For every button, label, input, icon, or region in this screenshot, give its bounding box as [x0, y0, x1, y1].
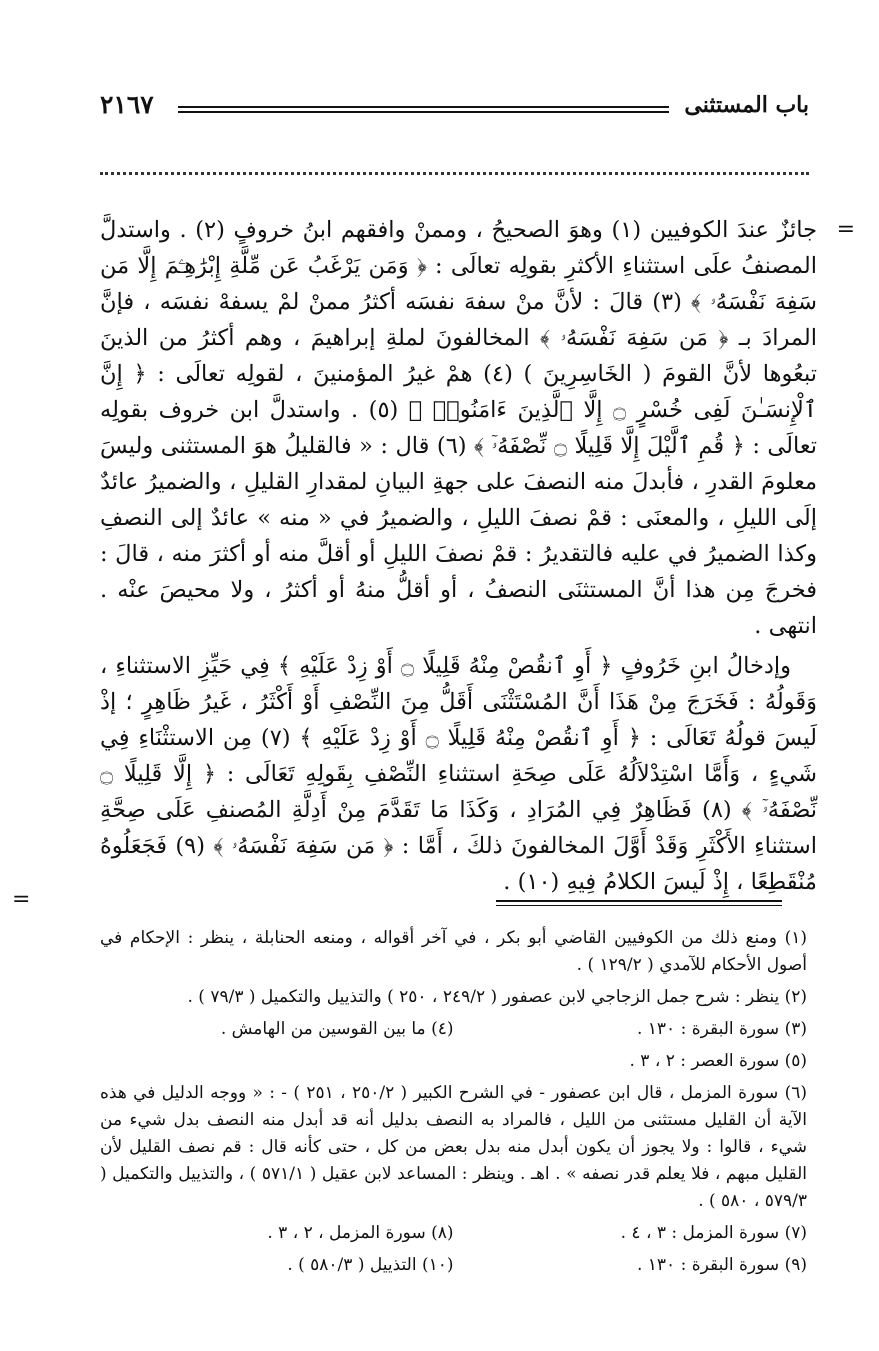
footnote-3: (٣) سورة البقرة : ١٣٠ .: [636, 1019, 807, 1039]
footnote-2: (٢) ينظر : شرح جمل الزجاجي لابن عصفور ( ٢٤٩/٢ ، ٢٥٠ ) والتذييل والتكميل ( ٧٩/٣ ) .: [187, 987, 807, 1007]
footnote-rule: [496, 900, 782, 906]
chapter-title: باب المستثنى: [684, 92, 809, 118]
footnote-4: (٤) ما بين القوسين من الهامش .: [220, 1019, 454, 1039]
end-continuation-mark: =: [12, 887, 31, 912]
dotted-separator: [100, 172, 809, 175]
page-number: ٢١٦٧: [100, 90, 154, 119]
paragraph-2: وإدخالُ ابنِ خَرُوفٍ ﴿ أَوِ ٱنقُصْ مِنْهُ قَلِيلًا ۝ أَوْ زِدْ عَلَيْهِ ﴾ فِي حَيِّزِ الاستثناءِ ، وَقَولُهُ : فَخَرَجَ مِنْ هَذَا أَنَّ المُسْتَثْنَى أَقَلُّ مِنَ النِّصْفِ أَوْ أَكْثَرُ ، غَيرُ ظَاهِرٍ ؛ إذْ لَيسَ قولُهُ تَعَالَى : ﴿ أَوِ ٱنقُصْ مِنْهُ قَلِيلًا ۝ أَوْ زِدْ عَلَيْهِ ﴾ (٧) مِن الاستثْنَاءِ فِي شَيءٍ ، وَأَمَّا اسْتِدْلاَلُهُ عَلَى صِحَةِ استثناءِ النِّصْفِ بِقَولِهِ تَعَالَى : ﴿ إِلَّا قَلِيلًا ۝ نِّصْفَهُۥٓ ﴾ (٨) فَظَاهِرٌ فِي المُرَادِ ، وَكَذَا مَا تَقَدَّمَ مِنْ أَدِلَّةِ المُصنفِ عَلَى صِحَّةِ استثناءِ الأَكْثَرِ وَقَدْ أَوَّلَ المخالفونَ ذلكَ ، أَمَّا : ﴿ مَن سَفِهَ نَفْسَهُۥ ﴾ (٩) فَجَعَلُوهُ مُنْقَطِعًا ، إِذْ لَيسَ الكلامُ فِيهِ (١٠) .: [100, 653, 817, 895]
main-text: [12, 212, 855, 912]
footnote-1: (١) ومنع ذلك من الكوفيين القاضي أبو بكر ، في آخر أقواله ، ومنعه الحنابلة ، ينظر : الإحكام في أصول الأحكام للآمدي ( ١٢٩/٢ ) .: [100, 928, 807, 975]
footnote-row-9-10: [100, 1252, 807, 1279]
footnote-10: (١٠) التذييل ( ٥٨٠/٣ ) .: [287, 1255, 454, 1275]
paragraph-1: جائزٌ عندَ الكوفيين (١) وهوَ الصحيحُ ، وممنْ وافقهم ابنُ خروفٍ (٢) . واستدلَّ المصنفُ علَى استثناءِ الأكثرِ بقولِه تعالَى : ﴿ وَمَن يَرْغَبُ عَن مِّلَّةِ إِبْرَٰهِـۧمَ إِلَّا مَن سَفِهَ نَفْسَهُۥ ﴾ (٣) قالَ : لأنَّ منْ سفهَ نفسَه أكثرُ ممنْ لمْ يسفهْ نفسَه ، فإنَّ المرادَ بـ ﴿ مَن سَفِهَ نَفْسَهُۥ ﴾ المخالفونَ لملةِ إبراهيمَ ، وهم أكثرُ من الذينَ تبعُوها لأنَّ القومَ ( الخَاسِرِينَ ) (٤) همْ غيرُ المؤمنينَ ، لقولِه تعالَى : ﴿ إِنَّ ٱلْإِنسَـٰنَ لَفِى خُسْرٍ ۝ إِلَّا ٱلَّذِينَ ءَامَنُوا۟ ﴾ (٥) . واستدلَّ ابن خروف بقولِه تعالَى : ﴿ قُمِ ٱلَّيْلَ إِلَّا قَلِيلًا ۝ نِّصْفَهُۥٓ ﴾ (٦) قال : « فالقليلُ هوَ المستثنى وليسَ معلومَ القدرِ ، فأبدلَ منه النصفَ على جهةِ البيانِ لمقدارِ القليلِ ، والضميرُ عائدٌ إلَى الليلِ ، والمعنَى : قمْ نصفَ الليلِ ، والضميرُ في « منه » عائدٌ إلى النصفِ وكذا الضميرُ في عليه فالتقديرُ : قمْ نصفَ الليلِ أو أقلَّ منه أو أكثرَ منه ، قالَ : فخرجَ مِن هذا أنَّ المستثنَى النصفُ ، أو أقلُّ منهُ أو أكثرُ ، ولا محيصَ عنْه . انتهى .: [100, 217, 818, 639]
running-header: [100, 88, 809, 128]
footnotes: [100, 925, 807, 1284]
header-double-rule: [178, 106, 669, 113]
footnote-row-7-8: [100, 1220, 807, 1247]
footnote-6: (٦) سورة المزمل ، قال ابن عصفور - في الشرح الكبير ( ٢٥٠/٢ ، ٢٥١ ) - : « ووجه الدليل في هذه الآية أن القليل مستثنى من الليل ، فالمراد به النصف بدليل أنه قد أبدل منه النصف بدل شيء من شيء ، قالوا : ولا يجوز أن يكون أبدل منه بدل بعض من كل ، حتى كأنه قال : قم نصف القليل لأن القليل مبهم ، فلا يعلم قدر نصفه » . اهـ . وينظر : المساعد لابن عقيل ( ٥٧١/١ ) ، والتذييل والتكميل ( ٥٧٩/٣ ، ٥٨٠ ) .: [100, 1083, 807, 1211]
footnote-row-3-4: [100, 1016, 807, 1043]
footnote-8: (٨) سورة المزمل ، ٢ ، ٣ .: [267, 1223, 454, 1243]
footnote-7: (٧) سورة المزمل : ٣ ، ٤ .: [620, 1223, 807, 1243]
footnote-5: (٥) سورة العصر : ٢ ، ٣ .: [629, 1051, 807, 1071]
continuation-mark: =: [836, 217, 855, 242]
footnote-9: (٩) سورة البقرة : ١٣٠ .: [636, 1255, 807, 1275]
